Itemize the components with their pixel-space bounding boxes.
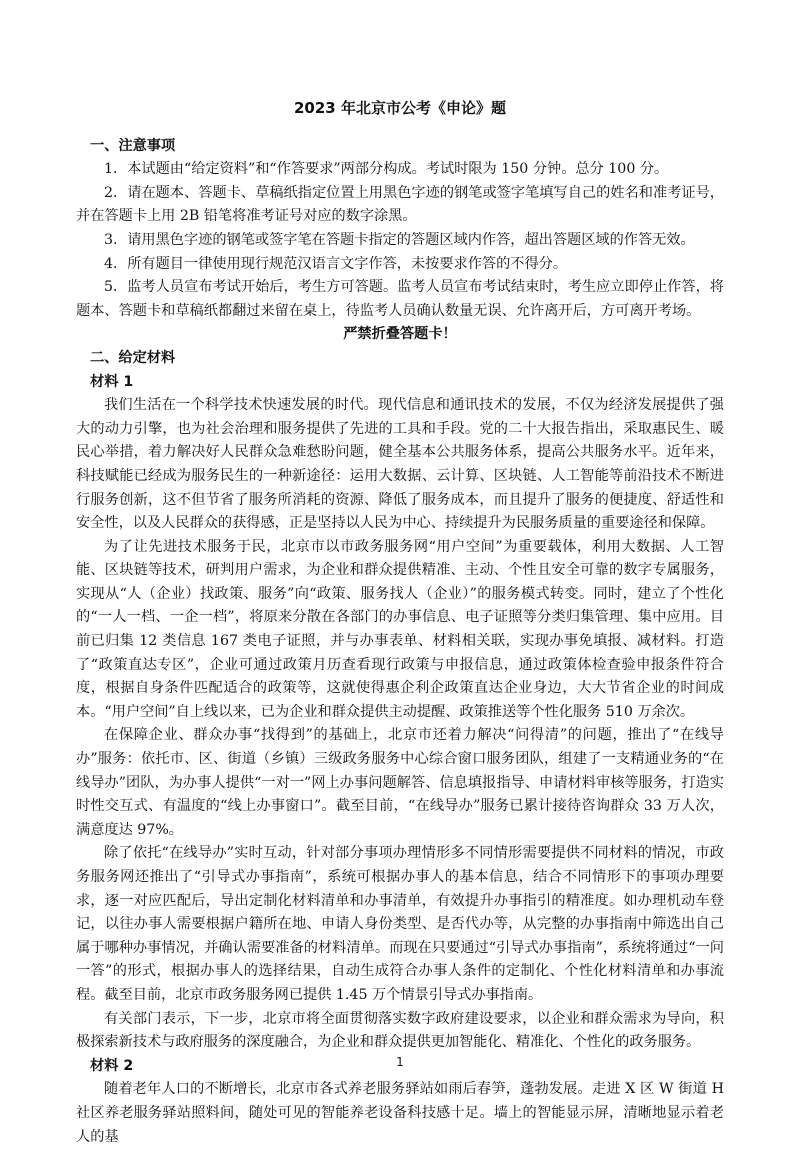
material-paragraph: 除了依托“在线导办”实时互动，针对部分事项办理情形多不同情形需要提供不同材料的情况，市政务服务网还推出了“引导式办事指南”，系统可根据办事人的基本信息，结合不同情形下的事项办理要求，逐一对应匹配后，导出定制化材料清单和办事清单，有效提升办事指引的精准度。如办理机动车登记，以往办事人需要根据户籍所在地、申请人身份类型、是否代办等，从完整的办事指南中筛选出自己属于哪种办事情况，并确认需要准备的材料清单。而现在只要通过“引导式办事指南”，系统将通过“一问一答”的形式，根据办事人的选择结果，自动生成符合办事人条件的定制化、个性化材料清单和办事流程。截至目前，北京市政务服务网已提供 1.45 万个情景引导式办事指南。 [76, 845, 724, 1003]
note-item: 3．请用黑色字迹的钢笔或签字笔在答题卡指定的答题区域内作答，超出答题区域的作答无效。 [104, 231, 695, 248]
note-item: 5．监考人员宣布考试开始后，考生方可答题。监考人员宣布考试结束时，考生应立即停止作答，将题本、答题卡和草稿纸都翻过来留在桌上，待监考人员确认数量无误、允许离开后，方可离开考场。 [76, 279, 724, 319]
warning-text: 严禁折叠答题卡！ [343, 326, 457, 343]
note-item: 2．请在题本、答题卡、草稿纸指定位置上用黑色字迹的钢笔或签字笔填写自己的姓名和准考证号，并在答题卡上用 2B 铅笔将准考证号对应的数字涂黑。 [76, 184, 724, 225]
material-2-label: 材料 2 [90, 1057, 134, 1074]
note-item: 1．本试题由“给定资料”和“作答要求”两部分构成。考试时限为 150 分钟。总分 100 分。 [104, 161, 669, 178]
document-body [76, 97, 724, 1149]
note-item: 4．所有题目一律使用现行规范汉语言文字作答，未按要求作答的不得分。 [104, 255, 568, 272]
material-1-label: 材料 1 [90, 373, 134, 390]
material-paragraph: 我们生活在一个科学技术快速发展的时代。现代信息和通讯技术的发展，不仅为经济发展提供了强大的动力引擎，也为社会治理和服务提供了先进的工具和手段。党的二十大报告指出，采取惠民生、暖民心举措，着力解决好人民群众急难愁盼问题，健全基本公共服务体系，提高公共服务水平。近年来，科技赋能已经成为服务民生的一种新途径：运用大数据、云计算、区块链、人工智能等前沿技术不断进行服务创新，这不但节省了服务所消耗的资源、降低了服务成本，而且提升了服务的便捷度、舒适性和安全性，以及人民群众的获得感，正是坚持以人民为中心、持续提升为民服务质量的重要途径和保障。 [76, 397, 724, 532]
material-paragraph: 为了让先进技术服务于民，北京市以市政务服务网“用户空间”为重要载体，利用大数据、人工智能、区块链等技术，研判用户需求，为企业和群众提供精准、主动、个性且安全可靠的数字专属服务，实现从“人（企业）找政策、服务”向“政策、服务找人（企业）”的服务模式转变。同时，建立了个性化的“一人一档、一企一档”，将原来分散在各部门的办事信息、电子证照等分类归集管理、集中应用。目前已归集 12 类信息 167 类电子证照，并与办事表单、材料相关联，实现办事免填报、减材料。打造了“政策直达专区”，企业可通过政策月历查看现行政策与申报信息，通过政策体检查验申报条件符合度，根据自身条件匹配适合的政策等，这就使得惠企利企政策直达企业身边，大大节省企业的时间成本。“用户空间”自上线以来，已为企业和群众提供主动提醒、政策推送等个性化服务 510 万余次。 [76, 538, 724, 720]
material-paragraph: 随着老年人口的不断增长，北京市各式养老服务驿站如雨后春笋，蓬勃发展。走进 X 区 W 街道 H 社区养老服务驿站照料间，随处可见的智能养老设备科技感十足。墙上的智能显示屏，清晰地显示着老人的基 [76, 1081, 724, 1145]
section-heading-notes: 一、注意事项 [90, 137, 176, 154]
page-number: 1 [396, 1055, 404, 1069]
document-title: 2023 年北京市公考《申论》题 [294, 99, 506, 117]
material-paragraph: 在保障企业、群众办事“找得到”的基础上，北京市还着力解决“问得清”的问题，推出了“在线导办”服务：依托市、区、街道（乡镇）三级政务服务中心综合窗口服务团队，组建了一支精通业务的“在线导办”团队，为办事人提供“一对一”网上办事问题解答、信息填报指导、申请材料审核等服务，打造实时性交互式、有温度的“线上办事窗口”。截至目前，“在线导办”服务已累计接待咨询群众 33 万人次，满意度达 97%。 [76, 727, 724, 838]
material-paragraph: 有关部门表示，下一步，北京市将全面贯彻落实数字政府建设要求，以企业和群众需求为导向，积极探索新技术与政府服务的深度融合，为企业和群众提供更加智能化、精准化、个性化的政务服务。 [76, 1010, 724, 1051]
section-heading-materials: 二、给定材料 [90, 349, 176, 366]
